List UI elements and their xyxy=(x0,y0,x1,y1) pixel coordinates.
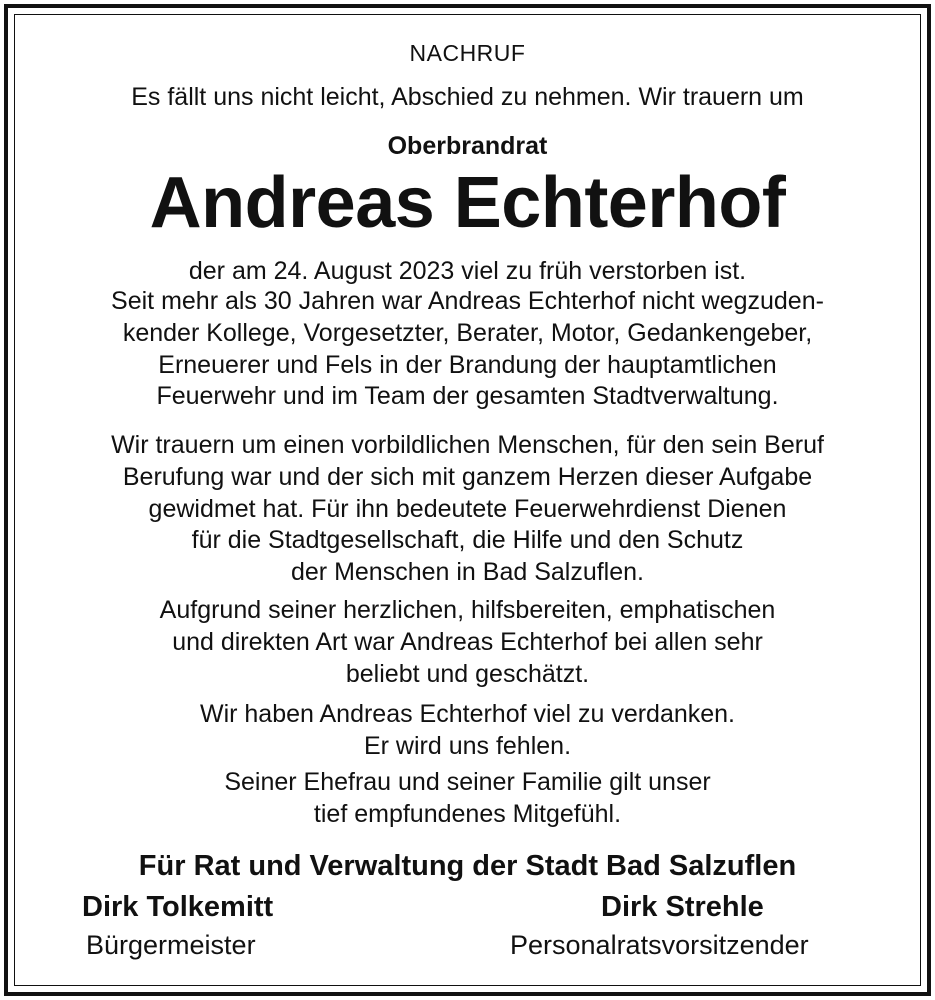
paragraph-line: Er wird uns fehlen. xyxy=(363,731,572,760)
paragraph-line: gewidmet hat. Für ihn bedeutete Feuerwehrdienst Dienen xyxy=(148,494,787,523)
paragraph-line: Berufung war und der sich mit ganzem Herzen dieser Aufgabe xyxy=(122,462,813,491)
paragraph-line: und direkten Art war Andreas Echterhof bei allen sehr xyxy=(172,627,763,656)
paragraph-line: Feuerwehr und im Team der gesamten Stadtverwaltung. xyxy=(156,382,779,411)
paragraph-line: Wir trauern um einen vorbildlichen Menschen, für den sein Beruf xyxy=(111,431,824,459)
paragraph-line: Aufgrund seiner herzlichen, hilfsbereiten, emphatischen xyxy=(159,596,776,624)
paragraph-line: tief empfundenes Mitgefühl. xyxy=(313,799,622,828)
paragraph-date xyxy=(0,256,935,288)
intro-text: Es fällt uns nicht leicht, Abschied zu nehmen. Wir trauern um xyxy=(131,83,804,111)
paragraph-line: Wir haben Andreas Echterhof viel zu verdanken. xyxy=(199,700,736,728)
paragraph-line: beliebt und geschätzt. xyxy=(345,659,590,688)
paragraph-condolence xyxy=(0,767,935,831)
paragraph-character xyxy=(0,595,935,690)
notice-heading: NACHRUF xyxy=(409,40,526,66)
paragraph-vocation xyxy=(0,430,935,589)
deceased-name: Andreas Echterhof xyxy=(149,163,786,243)
paragraph-line: Erneuerer und Fels in der Brandung der hauptamtlichen xyxy=(158,350,777,379)
council-line: Für Rat und Verwaltung der Stadt Bad Salzuflen xyxy=(138,850,797,882)
paragraph-line: für die Stadtgesellschaft, die Hilfe und den Schutz xyxy=(191,526,744,555)
signatory-mayor-name: Dirk Tolkemitt xyxy=(82,891,274,923)
paragraph-line: der am 24. August 2023 viel zu früh verstorben ist. xyxy=(188,257,747,285)
paragraph-gratitude xyxy=(0,699,935,763)
deceased-rank: Oberbrandrat xyxy=(387,132,548,160)
paragraph-line: kender Kollege, Vorgesetzter, Berater, Motor, Gedankengeber, xyxy=(122,318,813,347)
paragraph-career xyxy=(0,286,935,413)
signatory-council-chair-role: Personalratsvorsitzender xyxy=(510,930,809,960)
paragraph-line: Seit mehr als 30 Jahren war Andreas Echterhof nicht wegzuden- xyxy=(111,287,824,315)
signatory-mayor-role: Bürgermeister xyxy=(86,930,256,960)
paragraph-line: Seiner Ehefrau und seiner Familie gilt unser xyxy=(224,768,711,796)
paragraph-line: der Menschen in Bad Salzuflen. xyxy=(291,558,644,587)
signatory-council-chair-name: Dirk Strehle xyxy=(601,891,764,923)
